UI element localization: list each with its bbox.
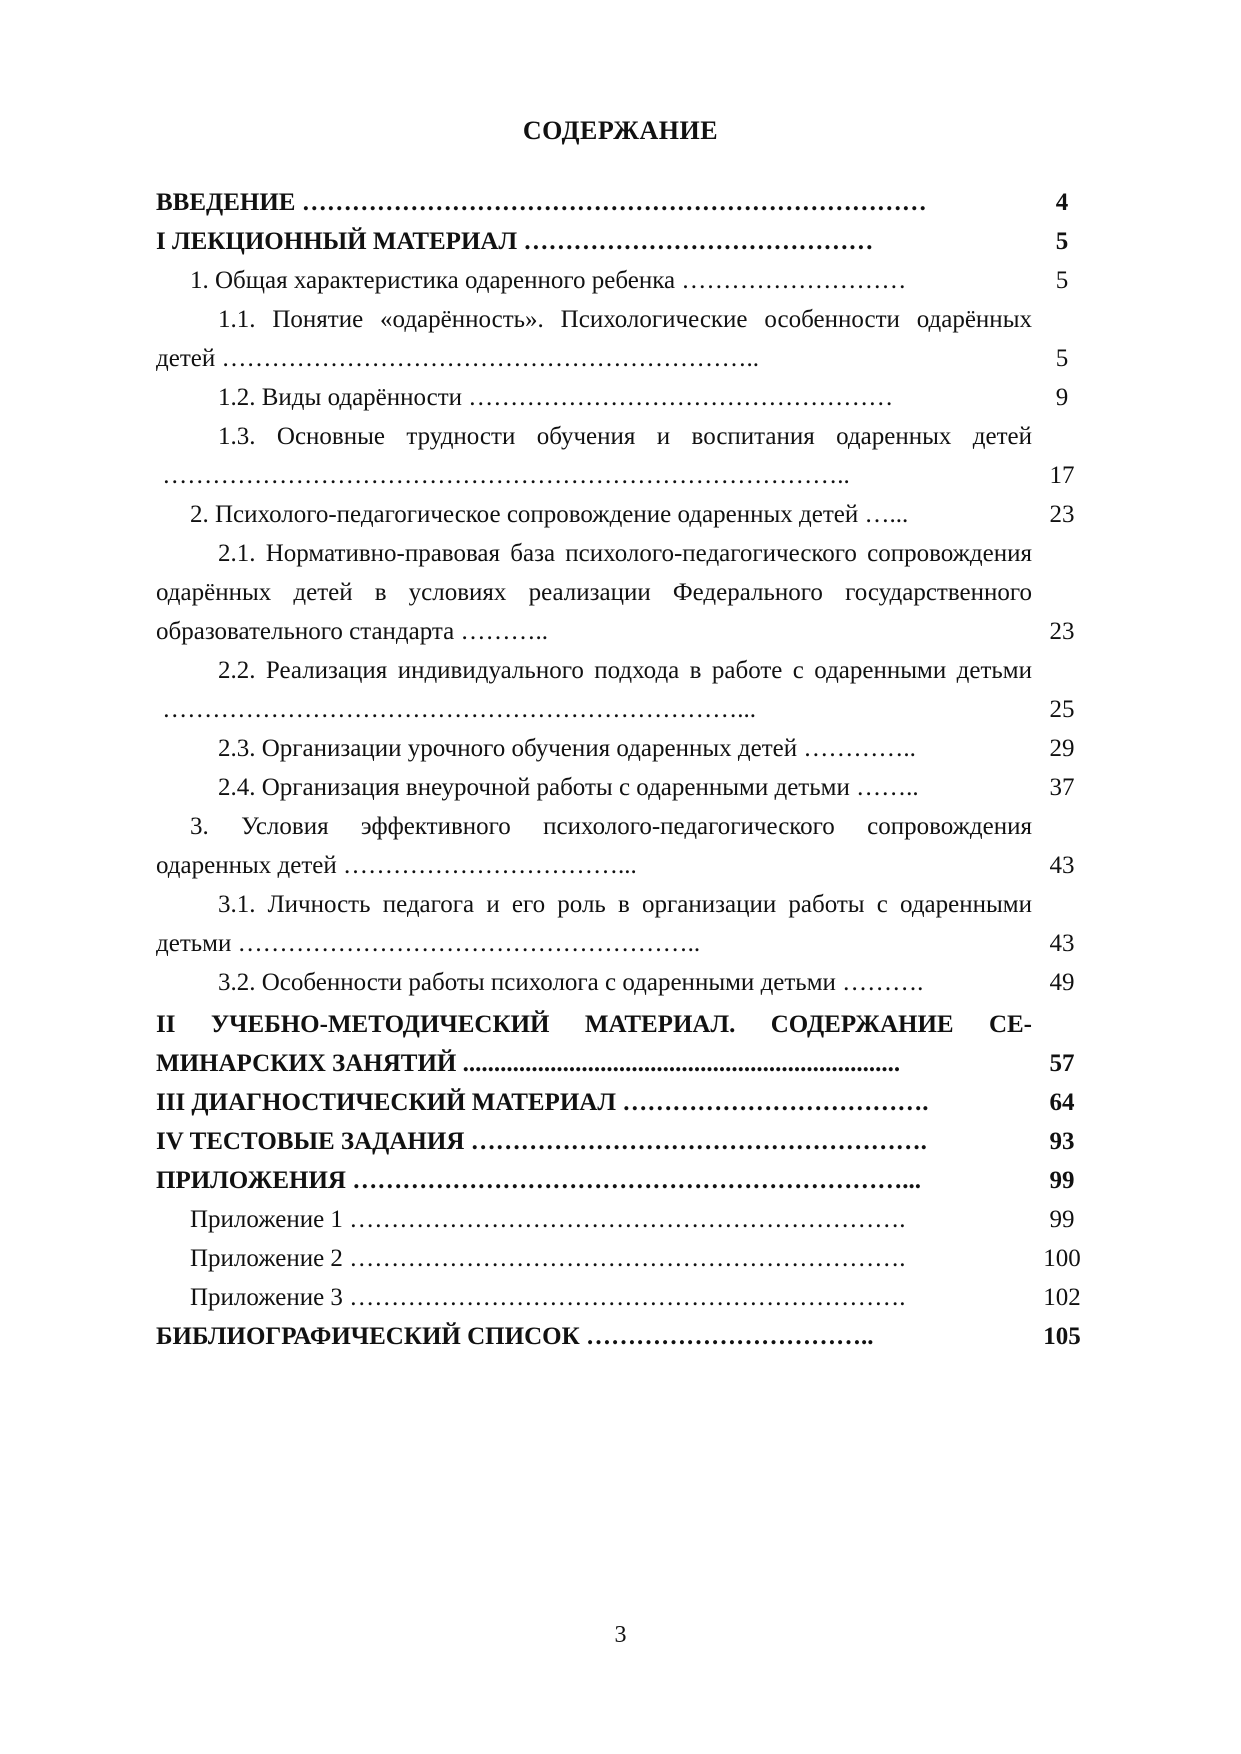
toc-entry-section-2-2[interactable]	[156, 651, 1092, 729]
toc-page-number: 49	[1049, 969, 1075, 996]
toc-entry-appendix-3[interactable]	[156, 1278, 1092, 1317]
toc-page-number: 37	[1049, 774, 1075, 801]
toc-entry-appendix-2[interactable]	[156, 1239, 1092, 1278]
table-of-contents	[156, 183, 1092, 1356]
toc-page-number: 9	[1055, 384, 1069, 411]
toc-page-number: 5	[1055, 228, 1069, 255]
toc-entry-part-4[interactable]	[156, 1122, 1092, 1161]
page-number: 3	[614, 1622, 627, 1648]
toc-entry-text: II УЧЕБНО-МЕТОДИЧЕСКИЙ МАТЕРИАЛ. СОДЕРЖАНИЕ СЕ-МИНАРСКИХ ЗАНЯТИЙ	[156, 1011, 1032, 1077]
toc-leader: ………..	[454, 618, 548, 645]
toc-entry-section-3-2[interactable]	[156, 963, 1092, 1002]
toc-entry-text: ВВЕДЕНИЕ	[156, 189, 296, 216]
toc-entry-text: 1. Общая характеристика одаренного ребенка	[190, 267, 676, 294]
toc-entry-section-1[interactable]	[156, 261, 1092, 300]
toc-leader: ……………………………………………	[462, 384, 894, 411]
toc-page-number: 25	[1049, 696, 1075, 723]
toc-entry-text: 1.3. Основные трудности обучения и воспитания одаренных детей	[218, 423, 1032, 450]
toc-page-number: 43	[1049, 852, 1075, 879]
toc-entry-section-1-1[interactable]	[156, 300, 1092, 378]
toc-entry-text: Приложение 3	[190, 1284, 343, 1311]
toc-entry-text: 1.1. Понятие «одарённость». Психологические особенности одарённых детей	[156, 306, 1032, 372]
toc-entry-section-2-4[interactable]	[156, 768, 1092, 807]
toc-entry-text: 2. Психолого-педагогическое сопровождение одаренных детей	[190, 501, 859, 528]
toc-entry-section-2[interactable]	[156, 495, 1092, 534]
toc-entry-section-2-3[interactable]	[156, 729, 1092, 768]
toc-leader: ……………………………………………….	[464, 1128, 927, 1155]
toc-page-number: 105	[1043, 1323, 1081, 1350]
toc-page-number: 93	[1049, 1128, 1075, 1155]
toc-entry-text: 3.1. Личность педагога и его роль в организации работы с одаренными детьми	[156, 891, 1032, 957]
toc-page-number: 17	[1049, 462, 1075, 489]
toc-page-number: 43	[1049, 930, 1075, 957]
toc-leader: ……..	[849, 774, 919, 801]
toc-entry-text: 2.2. Реализация индивидуального подхода в работе с одаренными детьми	[218, 657, 1032, 684]
toc-entry-appendices[interactable]	[156, 1161, 1092, 1200]
toc-page-number: 23	[1049, 618, 1075, 645]
toc-page-number: 102	[1043, 1284, 1081, 1311]
toc-entry-text: 1.2. Виды одарённости	[218, 384, 463, 411]
toc-page-number: 5	[1055, 267, 1069, 294]
toc-entry-part-2[interactable]	[156, 1005, 1092, 1083]
toc-leader: …………………………………………………………………	[295, 189, 927, 216]
toc-leader: ……………………………….	[615, 1089, 929, 1116]
toc-page-number: 57	[1049, 1050, 1075, 1077]
toc-leader: ………………………………………………………….	[342, 1206, 906, 1233]
toc-entry-text: 2.1. Нормативно-правовая база психолого-педагогического сопровождения одарённых детей в условиях реализации Федерального государственного образовательного стандарта	[156, 540, 1032, 645]
toc-leader: ……………………………...	[336, 852, 637, 879]
toc-entry-text: Приложение 2	[190, 1245, 343, 1272]
toc-entry-text: Приложение 1	[190, 1206, 343, 1233]
toc-leader: ……………………………………………………………...	[156, 696, 756, 723]
toc-leader: ………………………………………………………..	[215, 345, 759, 372]
toc-entry-part-3[interactable]	[156, 1083, 1092, 1122]
toc-entry-text: 2.3. Организации урочного обучения одаренных детей	[218, 735, 798, 762]
toc-leader: ……………………………..	[579, 1323, 874, 1350]
toc-entry-section-2-1[interactable]	[156, 534, 1092, 651]
toc-entry-text: 3.2. Особенности работы психолога с одаренными детьми	[218, 969, 836, 996]
toc-page-number: 99	[1049, 1206, 1075, 1233]
toc-page-number: 64	[1049, 1089, 1075, 1116]
page-title: СОДЕРЖАНИЕ	[522, 116, 719, 145]
toc-leader: …………………………………………………………...	[345, 1167, 921, 1194]
toc-leader: ………………………………………………………………………..	[156, 462, 850, 489]
toc-leader: ………………………………………………………….	[342, 1284, 906, 1311]
toc-leader: ………………………………………………..	[231, 930, 701, 957]
toc-entry-appendix-1[interactable]	[156, 1200, 1092, 1239]
toc-leader: ………………………	[675, 267, 907, 294]
toc-entry-section-1-3[interactable]	[156, 417, 1092, 495]
toc-entry-introduction[interactable]	[156, 183, 1092, 222]
toc-entry-text: IV ТЕСТОВЫЕ ЗАДАНИЯ	[156, 1128, 465, 1155]
toc-leader: ……….	[835, 969, 924, 996]
toc-entry-text: ПРИЛОЖЕНИЯ	[156, 1167, 346, 1194]
toc-leader: ……………………………………	[517, 228, 874, 255]
toc-entry-text: 3. Условия эффективного психолого-педагогического сопровождения одаренных детей	[156, 813, 1032, 879]
toc-page-number: 29	[1049, 735, 1075, 762]
toc-entry-text: III ДИАГНОСТИЧЕСКИЙ МАТЕРИАЛ	[156, 1089, 616, 1116]
toc-leader: …...	[858, 501, 909, 528]
toc-leader: …………..	[797, 735, 916, 762]
toc-entry-section-3[interactable]	[156, 807, 1092, 885]
toc-entry-text: I ЛЕКЦИОННЫЙ МАТЕРИАЛ	[156, 228, 518, 255]
toc-page-number: 23	[1049, 501, 1075, 528]
toc-page-number: 5	[1055, 345, 1069, 372]
toc-leader: ......................................................................	[456, 1050, 901, 1077]
toc-entry-part-1[interactable]	[156, 222, 1092, 261]
toc-page-number: 4	[1055, 189, 1069, 216]
toc-entry-section-3-1[interactable]	[156, 885, 1092, 963]
toc-page-number: 99	[1049, 1167, 1075, 1194]
toc-entry-bibliography[interactable]	[156, 1317, 1092, 1356]
toc-page-number: 100	[1043, 1245, 1081, 1272]
toc-entry-text: БИБЛИОГРАФИЧЕСКИЙ СПИСОК	[156, 1323, 580, 1350]
toc-leader: ………………………………………………………….	[342, 1245, 906, 1272]
toc-entry-text: 2.4. Организация внеурочной работы с одаренными детьми	[218, 774, 850, 801]
toc-entry-section-1-2[interactable]	[156, 378, 1092, 417]
